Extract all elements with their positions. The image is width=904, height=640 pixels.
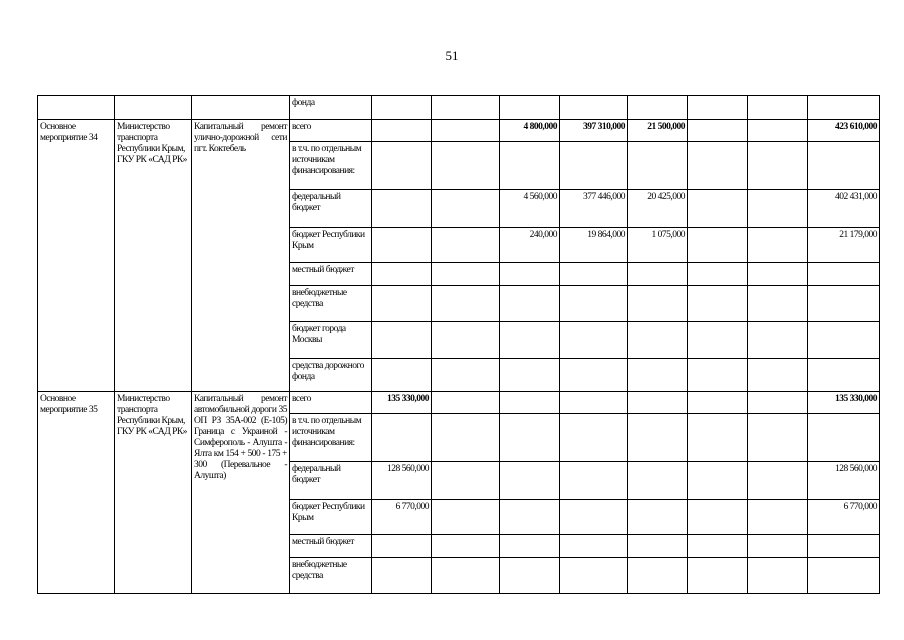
amount-cell: 20 425,000 — [628, 190, 688, 228]
amount-cell — [500, 359, 560, 392]
amount-cell — [688, 263, 748, 286]
amount-cell — [628, 558, 688, 594]
empty-cell — [748, 414, 808, 462]
amount-cell: 377 446,000 — [560, 190, 628, 228]
amount-cell: 6 770,000 — [372, 500, 432, 535]
amount-cell — [560, 500, 628, 535]
amount-cell — [500, 263, 560, 286]
source-cell: всего — [290, 392, 372, 414]
source-cell: в т.ч. по отдельным источникам финансирования: — [290, 142, 372, 190]
total-cell — [808, 263, 880, 286]
amount-cell — [688, 120, 748, 142]
amount-cell — [688, 558, 748, 594]
source-cell: федеральный бюджет — [290, 462, 372, 500]
amount-cell — [688, 359, 748, 392]
amount-cell — [432, 322, 500, 359]
amount-cell — [432, 359, 500, 392]
empty-cell — [38, 96, 115, 120]
amount-cell — [688, 414, 748, 462]
source-cell: бюджет Республики Крым — [290, 228, 372, 263]
activity-cell: Основное мероприятие 34 — [38, 120, 115, 392]
amount-cell — [432, 500, 500, 535]
budget-table — [37, 95, 880, 594]
amount-cell — [500, 286, 560, 322]
amount-cell — [688, 228, 748, 263]
source-cell: федеральный бюджет — [290, 190, 372, 228]
amount-cell — [432, 263, 500, 286]
empty-cell — [748, 142, 808, 190]
empty-cell — [748, 286, 808, 322]
amount-cell — [432, 392, 500, 414]
table-row — [38, 392, 880, 414]
amount-cell — [500, 392, 560, 414]
source-cell: местный бюджет — [290, 263, 372, 286]
amount-cell — [628, 535, 688, 558]
source-cell: внебюджетные средства — [290, 286, 372, 322]
source-cell: всего — [290, 120, 372, 142]
amount-cell — [628, 392, 688, 414]
page-number: 51 — [445, 48, 459, 63]
activity-cell: Основное мероприятие 35 — [38, 392, 115, 594]
empty-cell — [808, 96, 880, 120]
empty-cell — [748, 96, 808, 120]
total-cell: 21 179,000 — [808, 228, 880, 263]
amount-cell — [688, 535, 748, 558]
amount-cell — [688, 190, 748, 228]
description-cell: Капитальный ремонт улично-дорожной сети пгт. Коктебель — [192, 120, 290, 392]
amount-cell — [688, 500, 748, 535]
amount-cell — [560, 414, 628, 462]
amount-cell — [372, 263, 432, 286]
empty-cell — [560, 96, 628, 120]
empty-cell — [748, 359, 808, 392]
total-cell — [808, 359, 880, 392]
amount-cell: 128 560,000 — [372, 462, 432, 500]
empty-cell — [748, 263, 808, 286]
source-cell: фонда — [290, 96, 372, 120]
amount-cell — [560, 392, 628, 414]
amount-cell — [500, 462, 560, 500]
amount-cell — [560, 558, 628, 594]
empty-cell — [115, 96, 192, 120]
amount-cell — [432, 286, 500, 322]
amount-cell: 1 075,000 — [628, 228, 688, 263]
source-cell: внебюджетные средства — [290, 558, 372, 594]
amount-cell — [560, 462, 628, 500]
amount-cell — [628, 322, 688, 359]
amount-cell — [372, 322, 432, 359]
amount-cell: 4 560,000 — [500, 190, 560, 228]
amount-cell — [372, 142, 432, 190]
table-row — [38, 120, 880, 142]
amount-cell — [372, 190, 432, 228]
empty-cell — [372, 96, 432, 120]
amount-cell — [432, 535, 500, 558]
empty-cell — [748, 392, 808, 414]
amount-cell — [688, 392, 748, 414]
empty-cell — [688, 96, 748, 120]
total-cell — [808, 286, 880, 322]
amount-cell: 240,000 — [500, 228, 560, 263]
amount-cell — [372, 535, 432, 558]
source-cell: бюджет Республики Крым — [290, 500, 372, 535]
amount-cell — [560, 322, 628, 359]
amount-cell — [432, 228, 500, 263]
amount-cell — [628, 286, 688, 322]
empty-cell — [628, 96, 688, 120]
empty-cell — [748, 322, 808, 359]
amount-cell — [560, 263, 628, 286]
total-cell — [808, 142, 880, 190]
amount-cell — [560, 142, 628, 190]
amount-cell — [432, 120, 500, 142]
amount-cell — [432, 414, 500, 462]
amount-cell: 19 864,000 — [560, 228, 628, 263]
source-cell: местный бюджет — [290, 535, 372, 558]
amount-cell — [688, 462, 748, 500]
amount-cell — [560, 535, 628, 558]
source-cell: средства дорожного фонда — [290, 359, 372, 392]
amount-cell — [372, 120, 432, 142]
amount-cell — [628, 142, 688, 190]
description-cell: Капитальный ремонт автомобильной дороги 35 ОП РЗ 35А-002 (Е-105) Граница с Украиной - Симферополь - Алушта - Ялта км 154 + 500 - 175 + 300 (Перевальное - Алушта) — [192, 392, 290, 594]
amount-cell — [432, 462, 500, 500]
empty-cell — [748, 558, 808, 594]
amount-cell — [628, 500, 688, 535]
amount-cell — [688, 142, 748, 190]
empty-cell — [748, 190, 808, 228]
amount-cell — [688, 322, 748, 359]
amount-cell — [628, 263, 688, 286]
amount-cell — [432, 558, 500, 594]
amount-cell — [628, 414, 688, 462]
table-row-continuation — [38, 96, 880, 120]
amount-cell — [628, 359, 688, 392]
amount-cell — [628, 462, 688, 500]
amount-cell — [500, 535, 560, 558]
source-cell: в т.ч. по отдельным источникам финансирования: — [290, 414, 372, 462]
amount-cell — [432, 142, 500, 190]
total-cell: 402 431,000 — [808, 190, 880, 228]
amount-cell — [372, 414, 432, 462]
amount-cell — [372, 286, 432, 322]
amount-cell — [560, 286, 628, 322]
empty-cell — [192, 96, 290, 120]
amount-cell — [372, 558, 432, 594]
empty-cell — [748, 462, 808, 500]
amount-cell: 397 310,000 — [560, 120, 628, 142]
amount-cell — [688, 286, 748, 322]
amount-cell — [432, 190, 500, 228]
amount-cell — [500, 414, 560, 462]
total-cell: 135 330,000 — [808, 392, 880, 414]
amount-cell — [560, 359, 628, 392]
empty-cell — [748, 500, 808, 535]
total-cell — [808, 535, 880, 558]
amount-cell — [372, 228, 432, 263]
amount-cell — [372, 359, 432, 392]
amount-cell — [500, 500, 560, 535]
empty-cell — [748, 228, 808, 263]
amount-cell: 4 800,000 — [500, 120, 560, 142]
total-cell: 423 610,000 — [808, 120, 880, 142]
amount-cell — [500, 142, 560, 190]
total-cell: 128 560,000 — [808, 462, 880, 500]
empty-cell — [500, 96, 560, 120]
empty-cell — [748, 120, 808, 142]
total-cell: 6 770,000 — [808, 500, 880, 535]
executor-cell: Министерство транспорта Республики Крым, ГКУ РК «САД РК» — [115, 392, 192, 594]
empty-cell — [432, 96, 500, 120]
amount-cell: 21 500,000 — [628, 120, 688, 142]
total-cell — [808, 414, 880, 462]
amount-cell — [500, 322, 560, 359]
amount-cell: 135 330,000 — [372, 392, 432, 414]
empty-cell — [748, 535, 808, 558]
total-cell — [808, 322, 880, 359]
executor-cell: Министерство транспорта Республики Крым, ГКУ РК «САД РК» — [115, 120, 192, 392]
amount-cell — [500, 558, 560, 594]
total-cell — [808, 558, 880, 594]
source-cell: бюджет города Москвы — [290, 322, 372, 359]
